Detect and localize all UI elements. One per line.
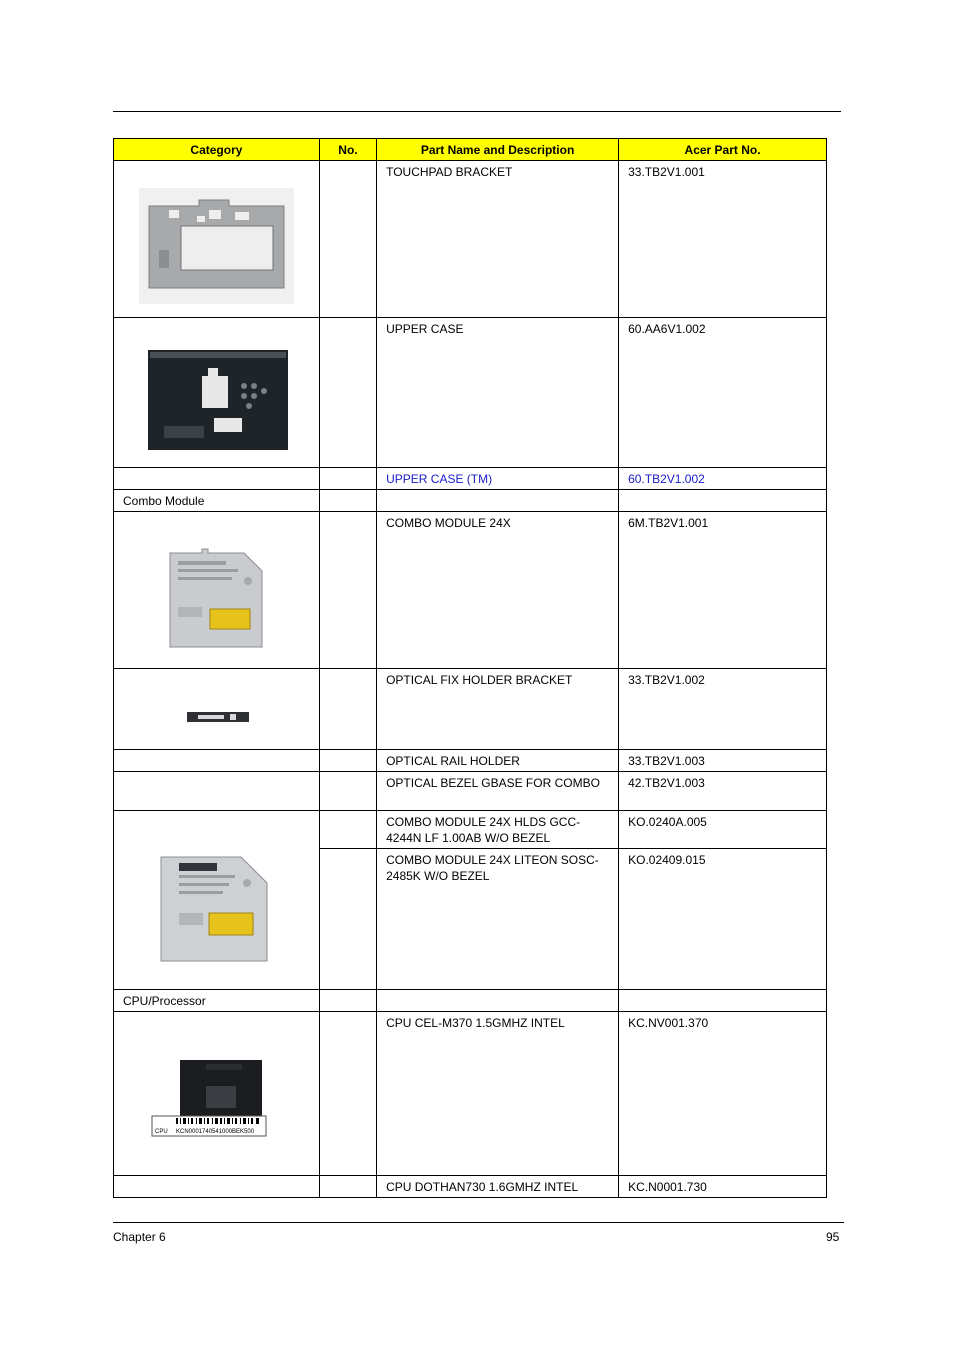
- table-row: [114, 512, 827, 669]
- combo-module-bare-image: [157, 853, 271, 965]
- table-row: [114, 772, 827, 811]
- no-cell: [319, 512, 376, 669]
- name-cell: COMBO MODULE 24X HLDS GCC-4244N LF 1.00AB W/O BEZEL: [377, 811, 619, 849]
- parts-table: [113, 138, 827, 1198]
- no-cell: [319, 490, 376, 512]
- name-cell: UPPER CASE: [377, 318, 619, 468]
- part-cell: 33.TB2V1.002: [619, 669, 827, 750]
- part-cell: 33.TB2V1.003: [619, 750, 827, 772]
- name-cell: TOUCHPAD BRACKET: [377, 161, 619, 318]
- table-row: [114, 161, 827, 318]
- part-cell: 6M.TB2V1.001: [619, 512, 827, 669]
- table-row: [114, 490, 827, 512]
- table-row: [114, 669, 827, 750]
- name-cell: COMBO MODULE 24X: [377, 512, 619, 669]
- category-cell: [114, 318, 320, 468]
- name-cell: COMBO MODULE 24X LITEON SOSC-2485K W/O BEZEL: [377, 849, 619, 990]
- part-cell: KO.02409.015: [619, 849, 827, 990]
- table-row: [114, 1012, 827, 1176]
- part-cell: KC.NV001.370: [619, 1012, 827, 1176]
- no-cell: [319, 161, 376, 318]
- name-cell: CPU CEL-M370 1.5GMHZ INTEL: [377, 1012, 619, 1176]
- part-cell: KC.N0001.730: [619, 1176, 827, 1198]
- footer-chapter: Chapter 6: [113, 1230, 166, 1244]
- optical-fix-holder-bracket-image: [186, 710, 250, 724]
- part-cell: 33.TB2V1.001: [619, 161, 827, 318]
- category-cell: [114, 1012, 320, 1176]
- cpu-barcode-text: KCN0001740541000BEK500: [176, 1129, 255, 1135]
- no-cell: [319, 468, 376, 490]
- no-cell: [319, 1176, 376, 1198]
- part-cell: [619, 490, 827, 512]
- no-cell: [319, 990, 376, 1012]
- header-category: Category: [114, 139, 320, 161]
- no-cell: [319, 811, 376, 849]
- table-row: [114, 1176, 827, 1198]
- header-part-name: Part Name and Description: [377, 139, 619, 161]
- cpu-image: [150, 1058, 268, 1140]
- table-header-row: [114, 139, 827, 161]
- no-cell: [319, 318, 376, 468]
- name-cell: [377, 990, 619, 1012]
- header-acer-part-no: Acer Part No.: [619, 139, 827, 161]
- name-cell: [377, 490, 619, 512]
- top-rule: [113, 111, 841, 112]
- table-row: [114, 990, 827, 1012]
- footer-page-number: 95: [826, 1230, 840, 1244]
- category-cell: [114, 161, 320, 318]
- category-cell: [114, 669, 320, 750]
- table-row: [114, 811, 827, 849]
- name-cell: OPTICAL FIX HOLDER BRACKET: [377, 669, 619, 750]
- no-cell: [319, 750, 376, 772]
- no-cell: [319, 1012, 376, 1176]
- category-cell: CPU/Processor: [114, 990, 320, 1012]
- table-row: [114, 750, 827, 772]
- category-cell: Combo Module: [114, 490, 320, 512]
- header-no: No.: [319, 139, 376, 161]
- table-row: [114, 468, 827, 490]
- no-cell: [319, 669, 376, 750]
- part-cell: 60.AA6V1.002: [619, 318, 827, 468]
- category-cell: [114, 1176, 320, 1198]
- combo-module-image: [166, 545, 266, 651]
- name-cell: OPTICAL RAIL HOLDER: [377, 750, 619, 772]
- touchpad-bracket-image: [139, 188, 294, 304]
- part-cell: KO.0240A.005: [619, 811, 827, 849]
- name-cell: UPPER CASE (TM): [377, 468, 619, 490]
- table-row: [114, 318, 827, 468]
- category-cell: [114, 468, 320, 490]
- no-cell: [319, 849, 376, 990]
- category-cell: [114, 750, 320, 772]
- category-cell: [114, 811, 320, 990]
- name-cell: CPU DOTHAN730 1.6GMHZ INTEL: [377, 1176, 619, 1198]
- cpu-label-text: CPU: [155, 1129, 168, 1135]
- bottom-rule: [113, 1222, 844, 1223]
- part-cell: 60.TB2V1.002: [619, 468, 827, 490]
- no-cell: [319, 772, 376, 811]
- upper-case-image: [144, 346, 292, 454]
- category-cell: [114, 772, 320, 811]
- category-cell: [114, 512, 320, 669]
- name-cell: OPTICAL BEZEL GBASE FOR COMBO: [377, 772, 619, 811]
- part-cell: [619, 990, 827, 1012]
- part-cell: 42.TB2V1.003: [619, 772, 827, 811]
